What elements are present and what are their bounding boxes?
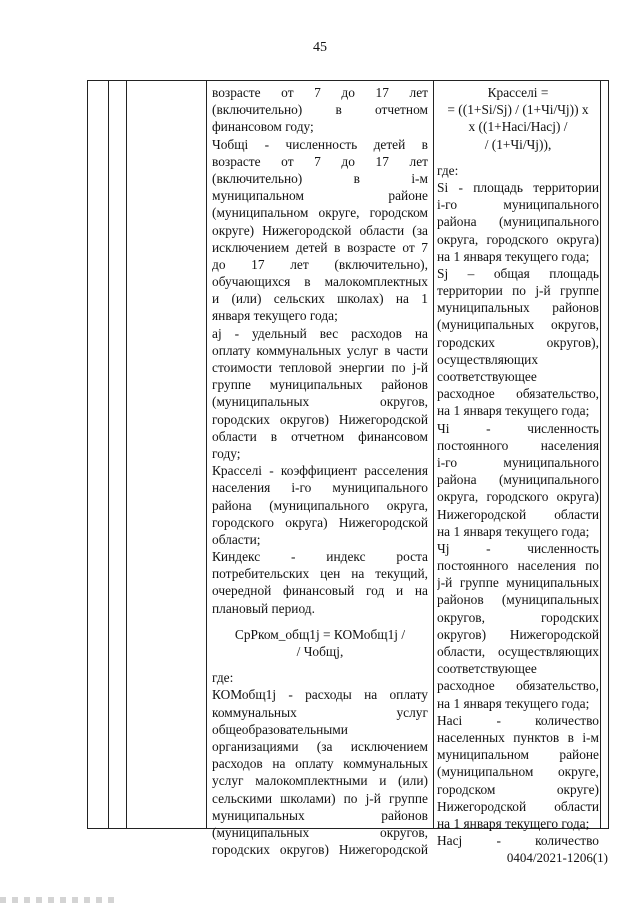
- text-line: общеобразовательными: [212, 721, 348, 737]
- table-column-divider: [206, 81, 207, 828]
- paragraph-gap: [212, 660, 428, 669]
- text-line: расходное обязательство,: [437, 678, 599, 694]
- text-line: возрасте от 7 до 17 лет: [212, 153, 428, 169]
- text-line: где:: [437, 162, 459, 178]
- paragraph-gap: [212, 617, 428, 626]
- text-line: организациями (за исключением: [212, 738, 428, 754]
- text-line: округов) Нижегородской: [437, 626, 599, 642]
- text-line: Насі - количество: [437, 712, 599, 728]
- text-line: муниципальном районе: [212, 188, 428, 204]
- text-line: (муниципальных округов,: [212, 824, 428, 840]
- paragraph-gap: [437, 153, 599, 162]
- text-line: Насj - количество: [437, 833, 599, 849]
- text-line: возрасте от 7 до 17 лет: [212, 85, 428, 100]
- description-cell: [212, 84, 428, 858]
- text-line: сельскими школами) по j-й группе: [212, 790, 428, 806]
- text-line: городских округов),: [437, 334, 599, 350]
- text-line: населения i-го муниципального: [212, 480, 428, 496]
- text-line: января текущего года;: [212, 308, 338, 324]
- text-line: муниципальных районов: [437, 300, 599, 316]
- text-line: коммунальных услуг: [212, 704, 428, 720]
- table-column-divider: [433, 81, 434, 828]
- text-line: Si - площадь территории: [437, 179, 599, 195]
- text-line: СрРком_общ1j = КОМобщ1j /: [234, 626, 406, 642]
- text-line: соответствующее: [437, 661, 537, 677]
- text-line: Чi - численность: [437, 420, 599, 436]
- table-column-divider: [108, 81, 109, 828]
- text-line: района (муниципального: [437, 472, 599, 488]
- text-line: Чj - численность: [437, 540, 599, 556]
- text-line: Красселі =: [487, 85, 549, 100]
- text-line: (муниципальных округов,: [212, 394, 428, 410]
- text-line: области в отчетном финансовом: [212, 428, 428, 444]
- text-line: области;: [212, 531, 261, 547]
- text-line: Красселі - коэффициент расселения: [212, 463, 428, 479]
- text-line: области, осуществляющих: [437, 644, 599, 659]
- text-line: на 1 января текущего года;: [437, 695, 590, 711]
- text-line: районов (муниципальных: [437, 592, 599, 608]
- text-line: где:: [212, 670, 234, 686]
- text-line: муниципальном районе: [437, 747, 599, 763]
- text-line: = ((1+Si/Sj) / (1+Чi/Чj)) x: [447, 102, 589, 118]
- text-line: оплату коммунальных услуг в части: [212, 342, 428, 358]
- text-line: постоянного населения: [437, 437, 599, 453]
- text-line: городских округов) Нижегородской: [212, 842, 428, 858]
- text-line: населенных пунктов в i-м: [437, 729, 599, 745]
- text-line: (муниципальном округе, городском: [212, 205, 428, 221]
- text-line: округа, городского округа): [437, 489, 599, 505]
- text-line: обучающихся в малокомплектных: [212, 274, 428, 290]
- text-line: на 1 января текущего года;: [437, 403, 590, 419]
- text-line: потребительских цен на текущий,: [212, 566, 428, 582]
- text-line: группе муниципальных районов: [212, 377, 428, 393]
- text-line: расходное обязательство,: [437, 386, 599, 402]
- text-line: финансовом году;: [212, 119, 314, 135]
- text-line: расходов на оплату коммунальных: [212, 756, 428, 772]
- text-line: (муниципальном округе,: [437, 764, 599, 780]
- text-line: до 17 лет (включительно),: [212, 256, 428, 272]
- text-line: плановый период.: [212, 600, 315, 616]
- text-line: aj - удельный вес расходов на: [212, 325, 428, 341]
- document-code: 0404/2021-1206(1): [506, 850, 608, 865]
- text-line: на 1 января текущего года;: [437, 815, 590, 831]
- text-line: Нижегородской области: [437, 798, 599, 814]
- formula-cell: [437, 84, 599, 849]
- text-line: городского округа) Нижегородской: [212, 514, 428, 530]
- scan-edge-marks: [0, 897, 120, 903]
- text-line: на 1 января текущего года;: [437, 248, 590, 264]
- text-line: района (муниципального округа,: [212, 497, 428, 513]
- text-line: соответствующее: [437, 369, 537, 384]
- text-line: i-го муниципального: [437, 454, 599, 470]
- text-line: (включительно) в i-м: [212, 170, 428, 186]
- text-line: КОМобщ1j - расходы на оплату: [212, 687, 428, 703]
- text-line: Sj – общая площадь: [437, 265, 599, 281]
- text-line: услуг малокомплектными и (или): [212, 773, 428, 789]
- page-number: 45: [313, 40, 327, 55]
- text-line: x ((1+Насі/Насj) /: [468, 119, 568, 135]
- text-line: постоянного населения по: [437, 558, 599, 574]
- text-line: округе) Нижегородской области (за: [212, 222, 428, 238]
- text-line: (муниципальных округов,: [437, 317, 599, 333]
- text-line: на 1 января текущего года;: [437, 523, 590, 539]
- text-line: муниципальных районов: [212, 807, 428, 823]
- text-line: (включительно) в отчетном: [212, 102, 428, 118]
- text-line: / (1+Чi/Чj)),: [484, 136, 552, 152]
- text-line: году;: [212, 445, 241, 461]
- table-column-divider: [126, 81, 127, 828]
- text-line: округов, городских: [437, 609, 599, 625]
- table-column-divider: [600, 81, 601, 828]
- text-line: i-го муниципального: [437, 197, 599, 213]
- text-line: городских округов) Нижегородской: [212, 411, 428, 427]
- text-line: района (муниципального: [437, 214, 599, 230]
- text-line: стоимости тепловой энергии по j-й: [212, 360, 428, 375]
- text-line: территории по j-й группе: [437, 283, 599, 299]
- text-line: Чобщі - численность детей в: [212, 136, 428, 152]
- text-line: очередной финансовый год и на: [212, 583, 428, 599]
- text-line: округа, городского округа): [437, 231, 599, 247]
- text-line: исключением детей в возрасте от 7: [212, 239, 428, 255]
- text-line: и (или) сельских школах) на 1: [212, 291, 428, 307]
- text-line: Киндекс - индекс роста: [212, 549, 428, 565]
- text-line: Нижегородской области: [437, 506, 599, 522]
- text-line: j-й группе муниципальных: [437, 575, 599, 591]
- text-line: / Чобщj,: [296, 644, 344, 659]
- text-line: городском округе): [437, 781, 599, 797]
- text-line: осуществляющих: [437, 351, 539, 367]
